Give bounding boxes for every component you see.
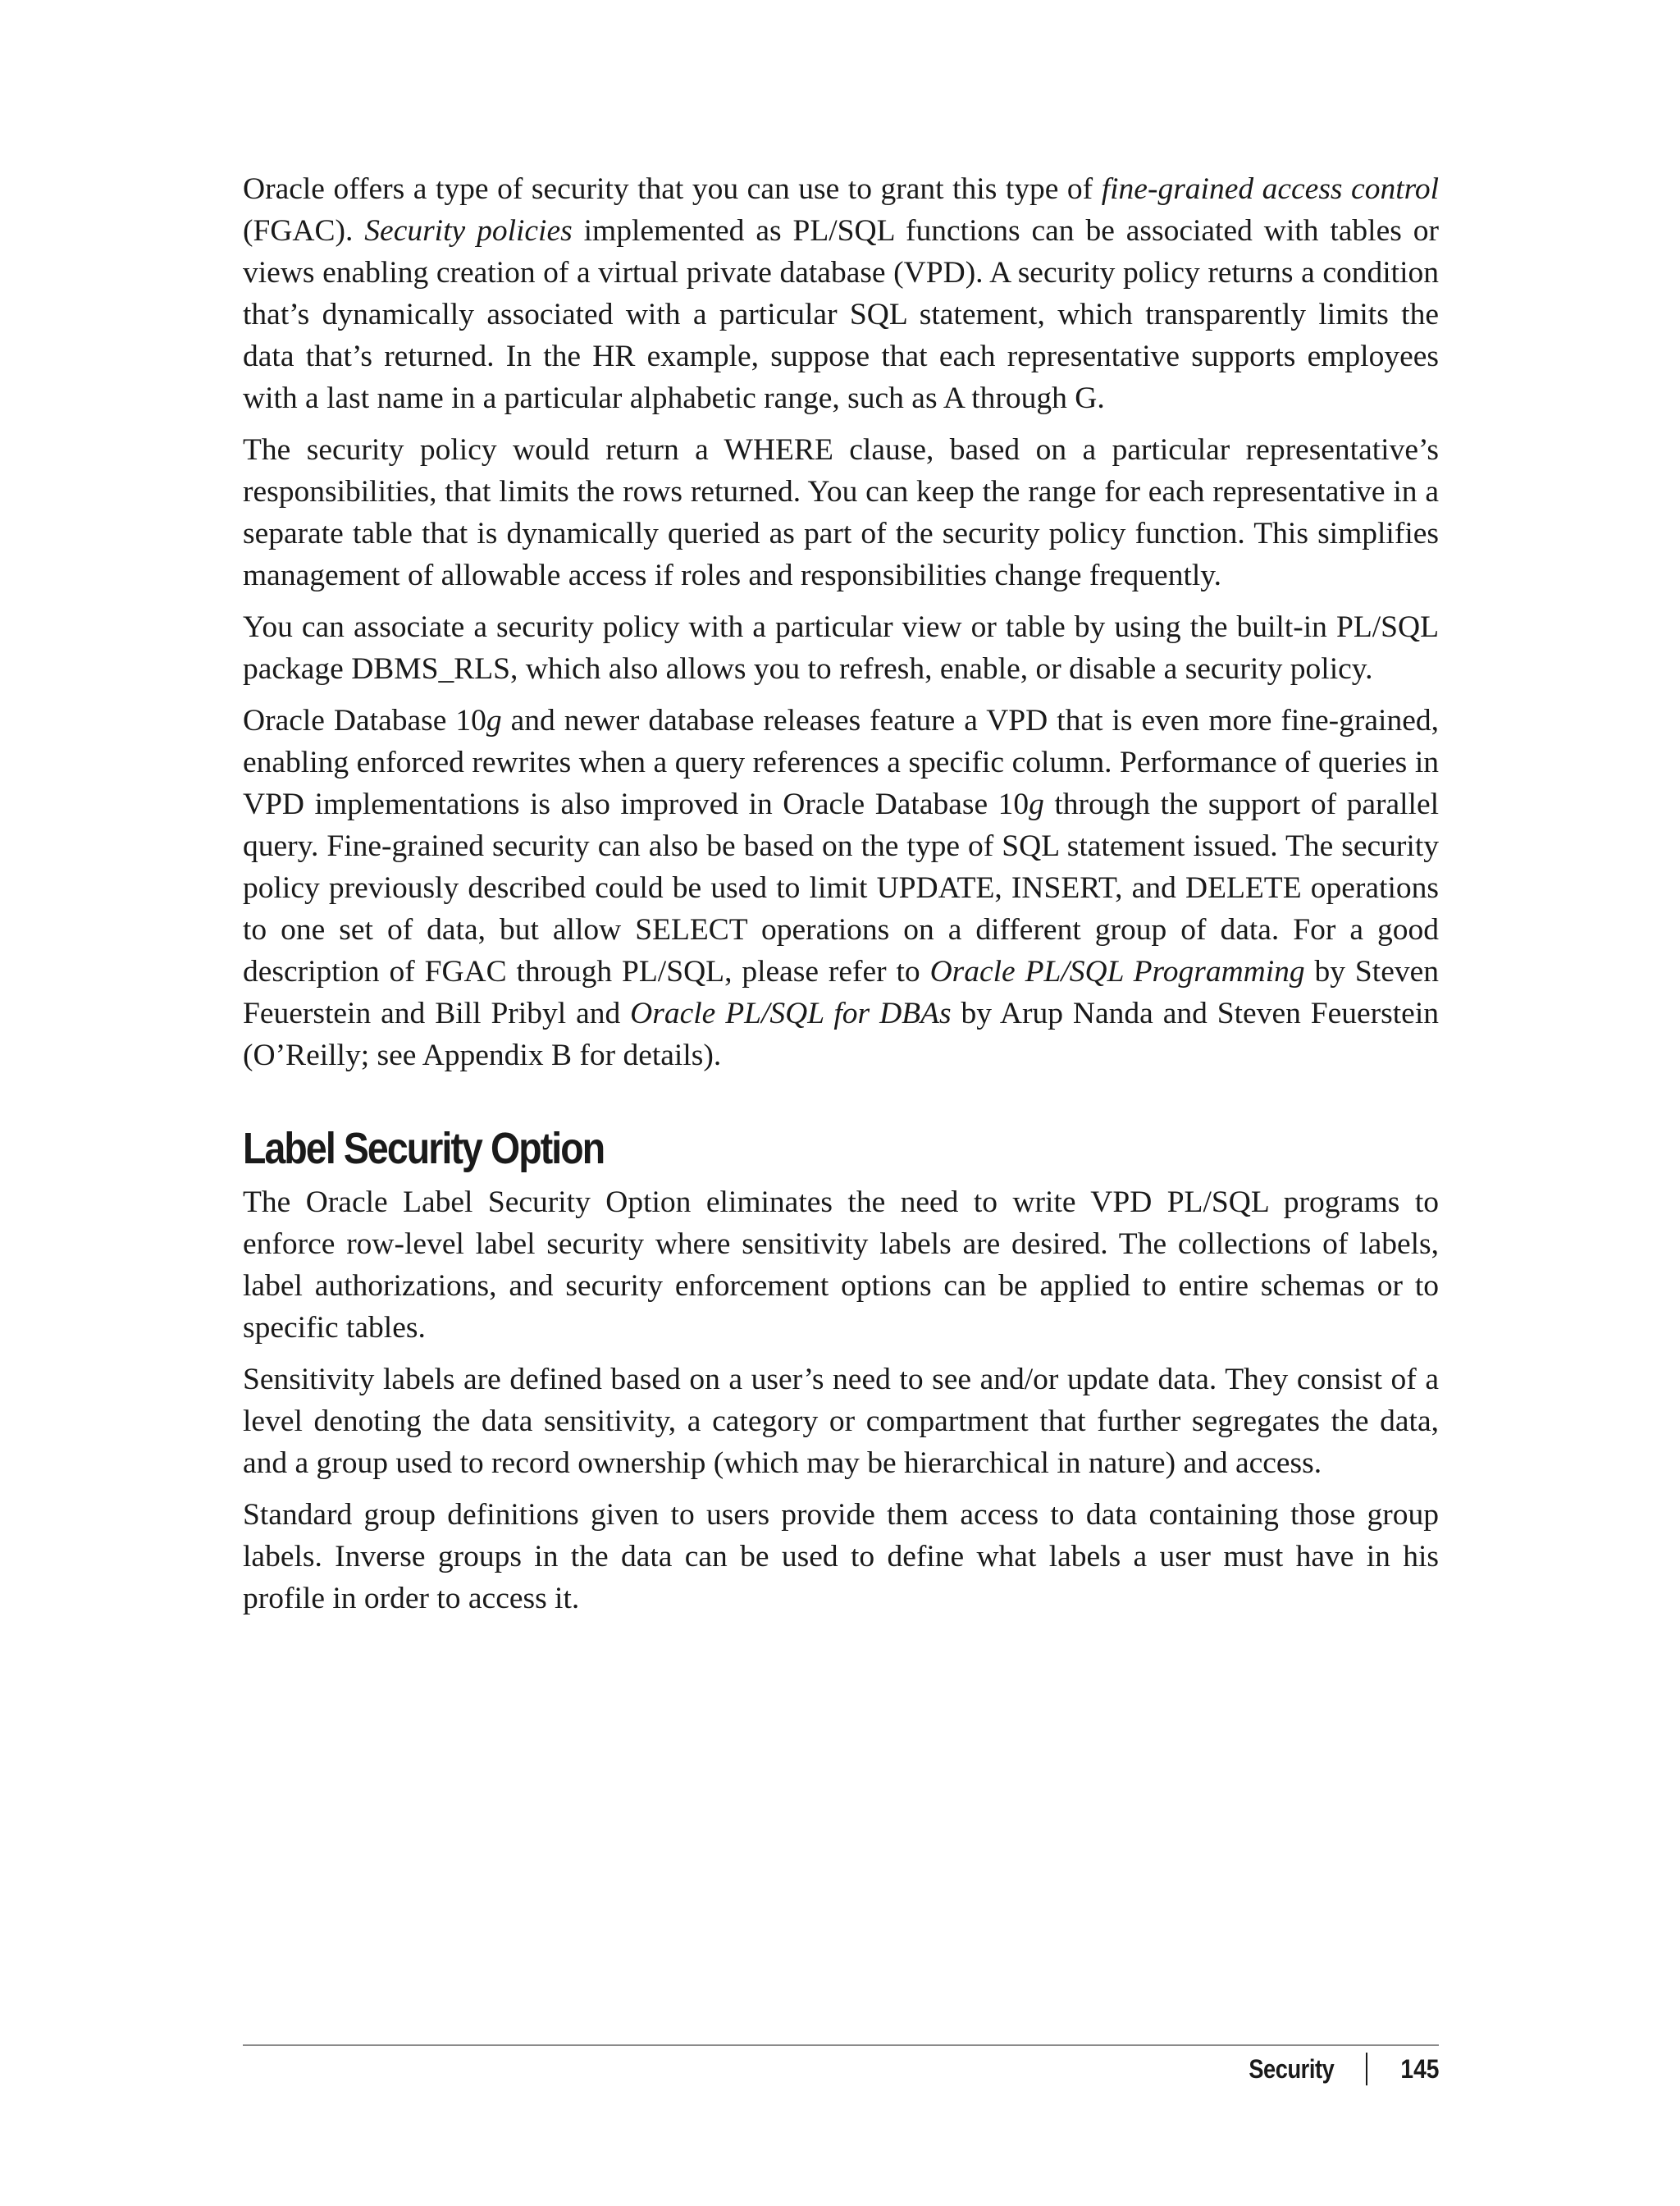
italic-text: g <box>1029 788 1044 821</box>
text-run: Standard group definitions given to users provide them access to data containing those group labels. Inverse groups in the data can be used to define what labels a user must have in his profile in order to access it. <box>243 1498 1439 1615</box>
text-run: Sensitivity labels are defined based on a user’s need to see and/or update data. They consist of a level denoting the data sensitivity, a category or compartment that further segregates the data, and a group used to record ownership (which may be hierarchical in nature) and access. <box>243 1363 1439 1480</box>
top-paragraphs <box>243 168 1439 1076</box>
paragraph <box>243 1359 1439 1484</box>
section-heading: Label Security Option <box>243 1124 605 1173</box>
italic-text: fine-grained access control <box>1101 172 1439 206</box>
text-run: and newer database releases feature a VPD that is even more fine-grained, enabling enforced rewrites when a query references a specific column. Performance of queries in VPD implementations is also improved in Oracle Database 10 <box>243 704 1439 821</box>
paragraph <box>243 168 1439 419</box>
body-text <box>243 168 1439 1629</box>
footer-section-name: Security <box>1249 2053 1335 2084</box>
text-run: You can associate a security policy with a particular view or table by using the built-in PL/SQL package DBMS_RLS, which also allows you to refresh, enable, or disable a security policy. <box>243 610 1439 686</box>
italic-text: Oracle PL/SQL for DBAs <box>630 997 952 1030</box>
text-run: (FGAC). <box>243 214 365 248</box>
italic-text: g <box>486 704 502 738</box>
italic-text: Oracle PL/SQL Programming <box>929 955 1305 989</box>
paragraph <box>243 700 1439 1076</box>
text-run: The security policy would return a WHERE clause, based on a particular representative’s responsibilities, that limits the rows returned. You can keep the range for each representative in a separate table that is dynamically queried as part of the security policy function. This simplifies management of allowable access if roles and responsibilities change frequently. <box>243 433 1439 592</box>
italic-text: Security policies <box>364 214 573 248</box>
page-number: 145 <box>1400 2053 1439 2084</box>
text-run: through the support of parallel query. Fine-grained security can also be based on the type of SQL statement issued. The security policy previously described could be used to limit UPDATE, INSERT, and DELETE operations to one set of data, but allow SELECT operations on a different group of data. For a good description of FGAC through PL/SQL, please refer to <box>243 788 1440 989</box>
text-run: The Oracle Label Security Option eliminates the need to write VPD PL/SQL programs to enforce row-level label security where sensitivity labels are desired. The collections of labels, label authorizations, and security enforcement options can be applied to entire schemas or to specific tables. <box>243 1185 1439 1345</box>
footer-rule <box>243 2044 1439 2046</box>
paragraph <box>243 1181 1439 1349</box>
paragraph <box>243 429 1439 596</box>
text-run: Oracle offers a type of security that you can use to grant this type of <box>243 172 1102 206</box>
text-run: Oracle Database 10 <box>243 704 486 738</box>
paragraph <box>243 606 1439 690</box>
page-footer <box>1234 2048 1439 2090</box>
text-run: implemented as PL/SQL functions can be associated with tables or views enabling creation of a virtual private database (VPD). A security policy returns a condition that’s dynamically associated with a particular SQL statement, which transparently limits the data that’s returned. In the HR example, suppose that each representative supports employees with a last name in a particular alphabetic range, such as A through G. <box>243 214 1439 415</box>
bottom-paragraphs <box>243 1181 1439 1619</box>
text-run: by Steven Feuerstein and Bill Pribyl and <box>243 955 1439 1030</box>
text-run: by Arup Nanda and Steven Feuerstein (O’Reilly; see Appendix B for details). <box>243 997 1439 1072</box>
paragraph <box>243 1494 1439 1619</box>
footer-separator <box>1366 2053 1367 2085</box>
